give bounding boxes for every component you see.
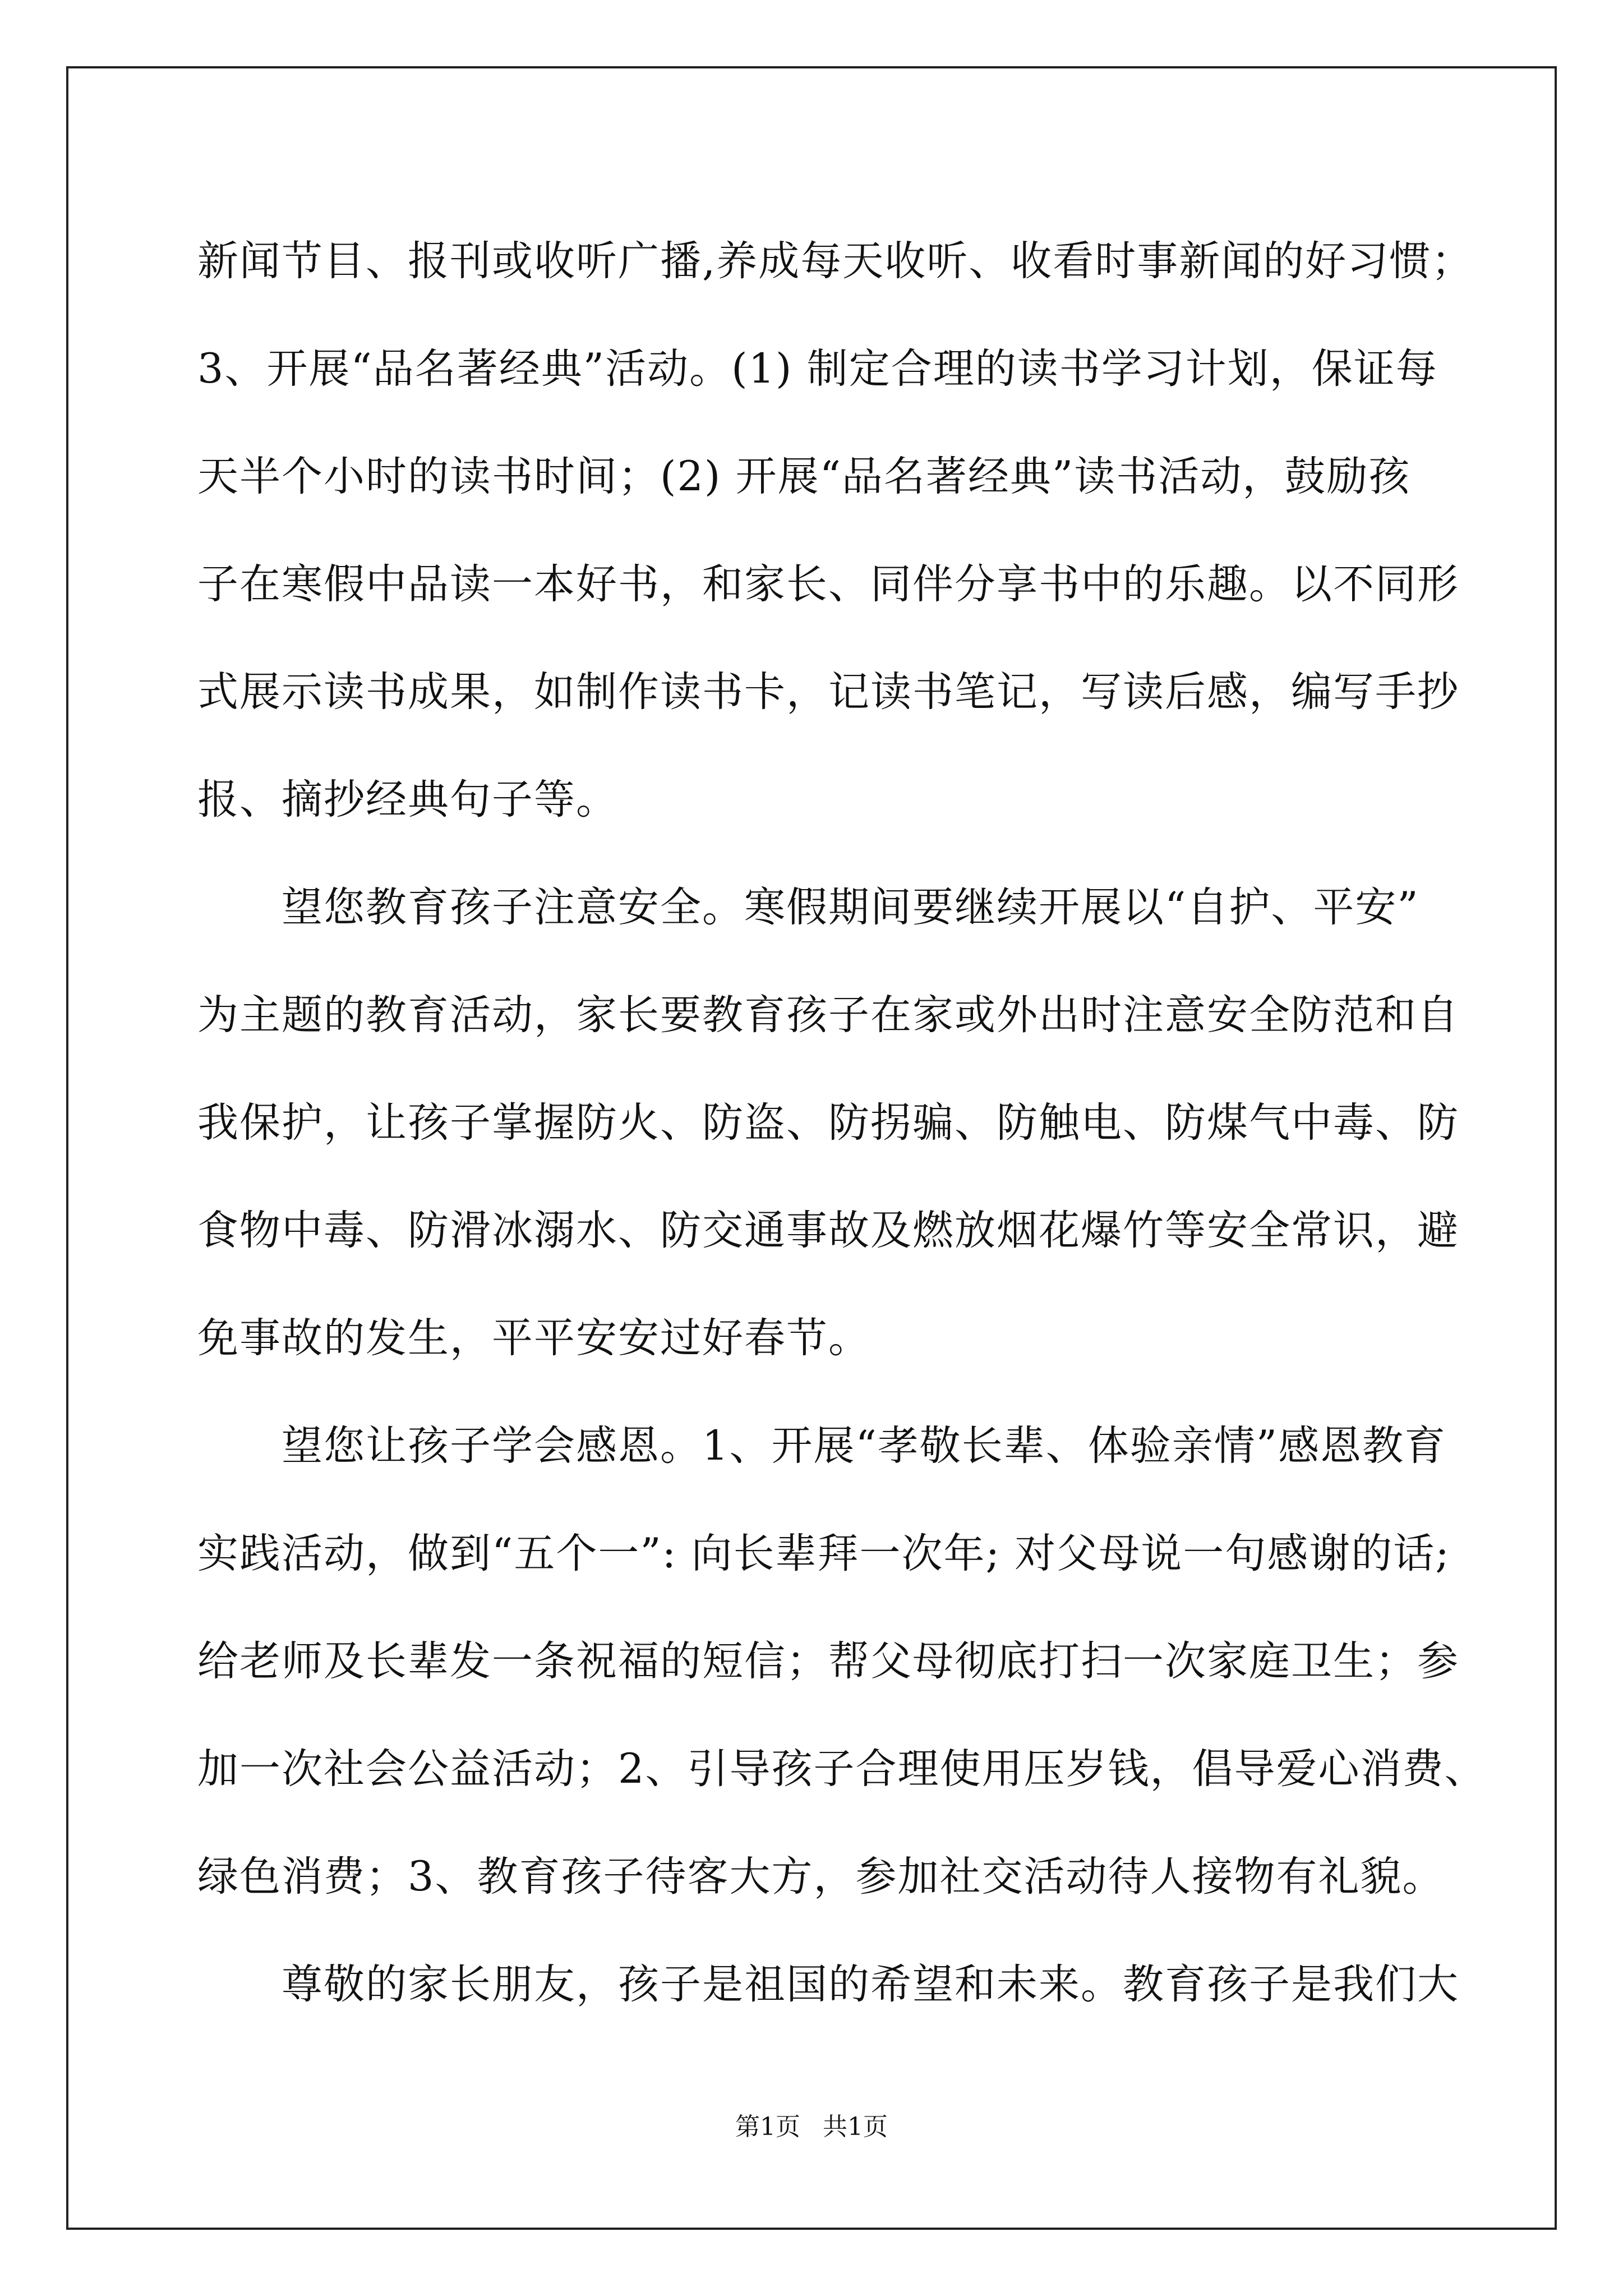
text-line: 加一次社会公益活动；2、引导孩子合理使用压岁钱，倡导爱心消费、 [197,1745,1487,1793]
document-body [197,208,1487,2039]
page-footer [0,2110,1623,2144]
text-line: 天半个小时的读书时间；(2) 开展“品名著经典”读书活动，鼓励孩 [197,453,1411,500]
paragraph-first-line: 尊敬的家长朋友，孩子是祖国的希望和未来。教育孩子是我们大 [282,1961,1459,2008]
text-line: 实践活动，做到“五个一”: 向长辈拜一次年; 对父母说一句感谢的话; [197,1530,1450,1577]
text-line: 绿色消费；3、教育孩子待客大方，参加社交活动待人接物有礼貌。 [197,1853,1445,1901]
text-line: 3、开展“品名著经典”活动。(1) 制定合理的读书学习计划，保证每 [197,345,1438,393]
page-total: 共1页 [823,2113,888,2141]
text-line: 食物中毒、防滑冰溺水、防交通事故及燃放烟花爆竹等安全常识，避 [197,1207,1459,1254]
text-line: 免事故的发生，平平安安过好春节。 [197,1314,870,1362]
text-line: 子在寒假中品读一本好书，和家长、同伴分享书中的乐趣。以不同形 [197,560,1459,608]
paragraph-first-line: 望您让孩子学会感恩。1、开展“孝敬长辈、体验亲情”感恩教育 [282,1422,1447,1470]
text-line: 新闻节目、报刊或收听广播,养成每天收听、收看时事新闻的好习惯； [197,237,1474,285]
text-line: 我保护，让孩子掌握防火、防盗、防拐骗、防触电、防煤气中毒、防 [197,1099,1459,1147]
text-line: 给老师及长辈发一条祝福的短信；帮父母彻底打扫一次家庭卫生；参 [197,1637,1459,1685]
text-line: 式展示读书成果，如制作读书卡，记读书笔记，写读后感，编写手抄 [197,668,1459,716]
paragraph-first-line: 望您教育孩子注意安全。寒假期间要继续开展以“自护、平安” [282,884,1419,931]
page-number: 第1页 [735,2113,800,2141]
text-line: 为主题的教育活动，家长要教育孩子在家或外出时注意安全防范和自 [197,991,1459,1039]
text-line: 报、摘抄经典句子等。 [197,776,618,823]
